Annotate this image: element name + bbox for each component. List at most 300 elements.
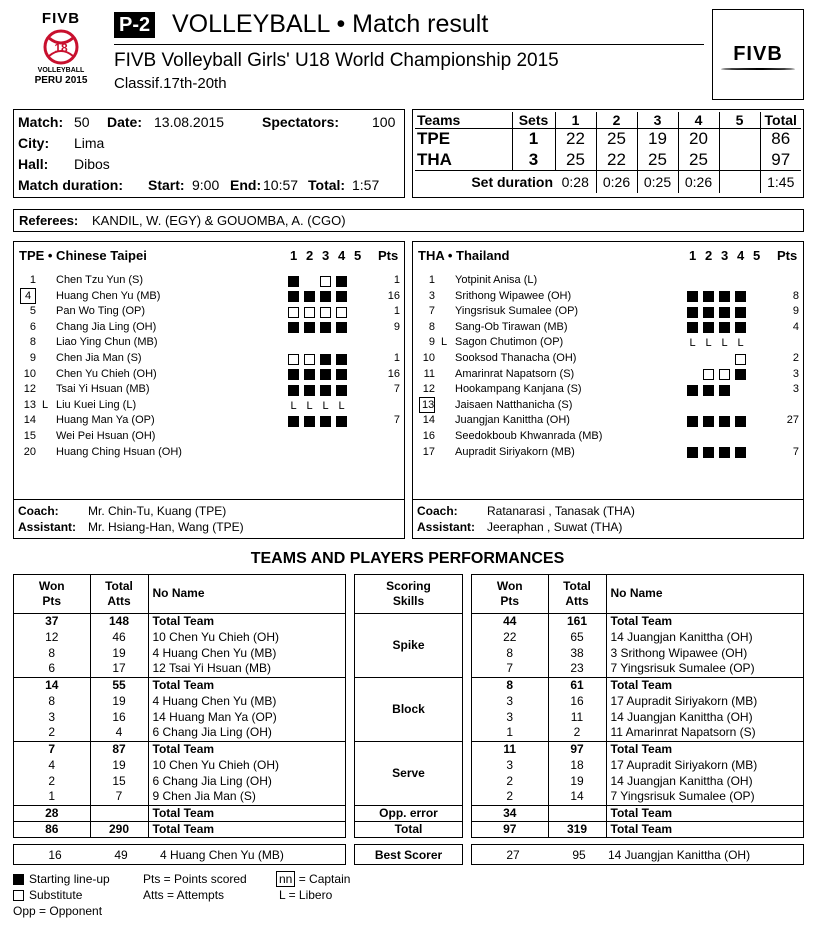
coach-label: Coach: [18,504,59,518]
libero-set-mark: L [737,337,744,350]
perf-player-row [472,661,803,677]
skill-row [355,613,462,677]
starting-square-icon [687,322,698,333]
skill-name: Spike [355,613,462,677]
referees-box [13,209,804,232]
empty-set-slot [735,400,746,411]
player-number: 14 [23,414,36,427]
player-sets [288,291,368,303]
starting-square-icon [288,291,299,302]
player-sets [687,384,767,396]
player-number: 16 [422,430,435,442]
player-sets [288,447,368,459]
player-number: 13 [422,398,435,411]
empty-set-slot [703,432,714,443]
player-entry: 3 Srithong Wipawee (OH) [610,645,748,660]
perf-team-b [471,574,804,838]
set-duration: 0:28 [555,171,596,193]
set-duration-row [415,171,801,193]
date-label: Date: [107,114,143,130]
starting-square-icon [735,291,746,302]
player-row [413,383,803,399]
player-row [14,290,404,306]
empty-set-slot [751,416,762,427]
perf-opp-row [14,805,345,821]
legend [13,872,513,922]
total-atts: 14 [548,789,606,805]
team-code: THA [415,150,512,171]
set-header: 3 [322,248,330,263]
starting-square-icon [735,447,746,458]
best-scorer-b [471,844,804,865]
starting-square-icon [336,291,347,302]
total-atts: 2 [548,725,606,741]
set-duration-label: Set duration [415,171,555,193]
team-b-set-headers [689,248,769,263]
perf-player-row [472,693,803,709]
best-name: 4 Huang Chen Yu (MB) [160,848,284,862]
won-pts: 3 [14,709,90,725]
set-score: 22 [555,129,596,150]
score-table [415,112,801,193]
starting-square-icon [687,447,698,458]
player-name: Amarinrat Napatsorn (S) [455,367,575,380]
player-name: Pan Wo Ting (OP) [56,305,146,318]
player-name: Liao Ying Chun (MB) [56,336,158,349]
perf-team-a-table [14,575,345,837]
empty-set-slot [703,276,714,287]
set-header: 5 [753,248,761,263]
empty-set-slot [352,400,363,411]
player-entry: Total Team [152,677,215,692]
empty-set-slot [719,432,730,443]
total-atts: 18 [548,757,606,773]
player-name: Chen Jia Man (S) [56,352,142,364]
coach-name: Ratanarasi , Tanasak (THA) [487,504,635,518]
starting-square-icon [336,385,347,396]
team-code: TPE [415,129,512,150]
logo-fivb-text: FIVB [41,10,81,27]
player-number: 3 [428,289,435,302]
player-sets [288,337,368,349]
player-name: Sagon Chutimon (OP) [455,336,564,349]
set-duration: 0:26 [678,171,719,193]
starting-square-icon [735,416,746,427]
libero-set-mark: L [721,337,728,350]
total-atts: 161 [548,613,606,629]
perf-team-a [13,574,346,838]
player-sets [288,431,368,443]
perf-total-row [472,821,803,837]
total-points: 97 [771,149,791,169]
won-pts: 2 [14,773,90,789]
player-name: Sang-Ob Tirawan (MB) [455,320,568,333]
player-name: Chen Yu Chieh (OH) [56,367,157,380]
libero-flag: L [441,336,448,349]
player-entry: 9 Chen Jia Man (S) [148,789,345,805]
total-atts: 148 [90,613,148,629]
perf-skills [354,574,463,838]
perf-player-row [472,789,803,805]
legend-starting [13,872,110,886]
won-pts: 12 [14,629,90,645]
set-duration [719,171,760,193]
won-pts: 11 [472,741,548,757]
player-number: 9 [428,336,435,349]
team-a-staff-rule [14,499,404,500]
substitute-square-icon [288,307,299,318]
empty-set-slot [352,447,363,458]
score-head: 5 [719,112,760,129]
team-a-set-headers [290,248,370,263]
score-head: Total [760,112,801,129]
filled-square-icon [13,874,24,885]
score-row-tpe [415,129,801,150]
empty-set-slot [751,385,762,396]
set-score [719,150,760,171]
empty-set-slot [703,354,714,365]
team-a-title: TPE • Chinese Taipei [19,248,147,263]
player-name: Hookampang Kanjana (S) [455,383,582,396]
player-sets [288,353,368,365]
player-entry: 4 Huang Chen Yu (MB) [152,645,277,660]
empty-set-slot [703,400,714,411]
starting-square-icon [719,322,730,333]
set-header: 2 [306,248,314,263]
player-name: Seedokboub Khwanrada (MB) [455,430,603,442]
end-time: 10:57 [263,177,299,193]
player-sets [687,353,767,365]
perf-player-row [472,709,803,725]
total-atts: 61 [548,677,606,693]
total-atts: 46 [90,629,148,645]
fivb-logo-swoosh [721,68,795,70]
player-points: 1 [393,305,400,318]
player-row [14,305,404,321]
set-score: 25 [678,150,719,171]
total-atts [90,805,148,821]
won-pts: 2 [472,789,548,805]
player-name: Liu Kuei Ling (L) [56,398,137,411]
legend-pts: Pts = Points scored [143,872,247,886]
empty-set-slot [352,307,363,318]
starting-square-icon [336,354,347,365]
libero-flag: L [42,398,49,411]
starting-square-icon [304,369,315,380]
won-pts: 2 [472,773,548,789]
empty-set-slot [352,385,363,396]
player-row [14,383,404,399]
empty-set-slot [320,432,331,443]
sets-won: 3 [512,150,555,171]
starting-square-icon [288,276,299,287]
won-pts: 3 [472,757,548,773]
won-pts: 1 [14,789,90,805]
team-a-pts-header: Pts [378,248,399,263]
player-row [413,430,803,446]
player-row [413,352,803,368]
player-row [413,368,803,384]
perf-player-row [14,693,345,709]
set-header: 4 [338,248,346,263]
set-header: 4 [737,248,745,263]
total-atts: 15 [90,773,148,789]
total-points: 86 [771,129,791,149]
starting-square-icon [703,416,714,427]
team-b-player-list [413,274,803,504]
skill-row [355,677,462,741]
score-head: Teams [415,112,512,129]
perf-total-row [14,677,345,693]
starting-square-icon [687,416,698,427]
player-sets [687,337,767,349]
player-entry: 11 Amarinrat Napatsorn (S) [606,725,803,741]
empty-set-slot [735,276,746,287]
total-label: Total: [308,177,346,193]
total-atts: 16 [548,693,606,709]
team-b-staff-rule [413,499,803,500]
perf-player-row [472,629,803,645]
spectators-label: Spectators: [262,114,340,130]
fivb-peru-logo [22,10,100,98]
perf-player-row [472,757,803,773]
empty-set-slot [751,276,762,287]
player-name: Tsai Yi Hsuan (MB) [56,383,150,396]
starting-square-icon [336,369,347,380]
player-row [14,274,404,290]
perf-player-row [472,773,803,789]
empty-set-slot [719,276,730,287]
starting-square-icon [320,369,331,380]
player-number: 8 [29,336,36,349]
logo-volleyball-text: VOLLEYBALL [37,67,85,74]
won-pts: 2 [14,725,90,741]
total-atts: 7 [90,789,148,805]
total-atts: 65 [548,629,606,645]
skill-row [355,805,462,821]
player-name: Yotpinit Anisa (L) [455,274,538,286]
empty-set-slot [719,354,730,365]
player-points: 1 [393,352,400,364]
player-number: 14 [422,414,435,427]
player-row [14,352,404,368]
skill-row [355,741,462,805]
player-row [413,290,803,306]
legend-captain [276,872,350,886]
starting-square-icon [687,385,698,396]
player-name: Aupradit Siriyakorn (MB) [455,445,575,458]
empty-set-slot [336,432,347,443]
starting-square-icon [719,307,730,318]
set-header: 3 [721,248,729,263]
player-number: 6 [29,320,36,333]
player-sets [288,322,368,334]
empty-set-slot [751,432,762,443]
empty-set-slot [352,432,363,443]
player-entry: 10 Chen Yu Chieh (OH) [152,629,280,644]
empty-set-slot [751,400,762,411]
player-points: 16 [387,367,400,380]
player-sets [687,322,767,334]
won-pts: 6 [14,661,90,677]
player-points: 4 [792,320,799,333]
empty-set-slot [352,416,363,427]
legend-opp: Opp = Opponent [13,904,103,918]
won-pts: 8 [472,677,548,693]
score-head: 1 [555,112,596,129]
competition-name: FIVB Volleyball Girls' U18 World Championship 2015 [114,50,559,71]
player-entry: 14 Juangjan Kanittha (OH) [610,709,753,724]
empty-set-slot [735,432,746,443]
perf-player-row [14,661,345,677]
starting-square-icon [735,322,746,333]
starting-square-icon [687,291,698,302]
player-sets [288,400,368,412]
fivb-logo-box [712,9,804,100]
player-entry: 4 Huang Chen Yu (MB) [152,693,277,708]
player-points: 3 [792,367,799,380]
empty-set-slot [304,338,315,349]
player-name: Huang Man Ya (OP) [56,414,155,427]
won-pts: 8 [472,645,548,661]
empty-set-slot [352,322,363,333]
empty-set-slot [304,276,315,287]
empty-set-slot [352,354,363,365]
empty-set-slot [751,338,762,349]
player-points: 2 [792,352,799,364]
player-entry: 7 Yingsrisuk Sumalee (OP) [606,661,803,677]
empty-set-slot [320,338,331,349]
won-pts: 14 [14,677,90,693]
empty-set-slot [751,322,762,333]
player-sets [687,400,767,412]
player-row [14,321,404,337]
name-header: No Name [148,575,345,613]
report-code: P-2 [114,12,155,38]
set-score: 25 [637,150,678,171]
starting-square-icon [336,322,347,333]
player-entry: Total Team [610,741,673,756]
player-sets [687,447,767,459]
player-entry: Total Team [148,805,345,821]
player-points: 3 [792,383,799,396]
perf-total-row [14,613,345,629]
starting-square-icon [703,447,714,458]
player-sets [687,415,767,427]
player-row [14,399,404,415]
starting-square-icon [304,385,315,396]
set-header: 1 [290,248,298,263]
set-score: 25 [555,150,596,171]
empty-set-slot [304,432,315,443]
total-atts: 17 [90,661,148,677]
empty-set-slot [687,432,698,443]
perf-total-row [472,613,803,629]
player-name: Chen Tzu Yun (S) [56,274,144,286]
empty-set-slot [304,447,315,458]
libero-set-mark: L [306,399,313,412]
player-entry: Total Team [610,821,673,836]
starting-square-icon [703,322,714,333]
empty-set-slot [687,354,698,365]
legend-libero: L = Libero [279,888,333,902]
won-pts: 3 [472,693,548,709]
perf-total-row [472,677,803,693]
svg-text:18: 18 [54,41,68,55]
won-pts: 44 [472,613,548,629]
won-pts: 7 [14,741,90,757]
total-atts: 19 [90,645,148,661]
perf-player-row [14,757,345,773]
won-pts: 3 [472,709,548,725]
substitute-square-icon [288,354,299,365]
player-entry: Total Team [610,613,673,628]
starting-square-icon [304,291,315,302]
player-name: Yingsrisuk Sumalee (OP) [455,305,579,318]
set-score: 20 [678,129,719,150]
substitute-square-icon [320,276,331,287]
player-sets [687,291,767,303]
won-pts: 37 [14,613,90,629]
legend-text: Substitute [29,888,83,902]
best-won: 16 [48,848,62,862]
volleyball-18-icon [39,28,83,66]
hall: Dibos [74,156,110,172]
player-number: 20 [23,445,36,458]
player-entry: 17 Aupradit Siriyakorn (MB) [610,693,758,708]
won-pts-header: Won Pts [472,575,548,613]
start-label: Start: [148,177,185,193]
team-a-roster [13,241,405,539]
total-atts: 97 [548,741,606,757]
best-atts: 95 [572,848,586,862]
player-name: Juangjan Kanittha (OH) [455,414,570,427]
starting-square-icon [719,447,730,458]
perf-player-row [14,629,345,645]
player-row [14,446,404,462]
set-duration: 0:26 [596,171,637,193]
total-atts: 319 [548,821,606,837]
starting-square-icon [288,322,299,333]
score-head: 4 [678,112,719,129]
empty-set-slot [735,385,746,396]
legend-text: = Captain [298,872,351,886]
substitute-square-icon [336,307,347,318]
player-number: 8 [428,320,435,333]
total-atts: 290 [90,821,148,837]
fivb-logo: FIVB [733,43,783,65]
player-points: 8 [792,289,799,302]
empty-set-slot [288,447,299,458]
empty-set-slot [352,291,363,302]
player-sets [687,275,767,287]
player-number: 10 [422,352,435,364]
set-score: 25 [596,129,637,150]
won-pts: 8 [14,645,90,661]
player-sets [288,415,368,427]
starting-square-icon [336,276,347,287]
substitute-square-icon [320,307,331,318]
player-sets [288,369,368,381]
player-row [14,368,404,384]
player-row [413,414,803,430]
won-pts: 28 [14,805,90,821]
player-number: 1 [29,274,36,286]
total-atts: 19 [90,693,148,709]
empty-set-slot [719,400,730,411]
total-atts: 23 [548,661,606,677]
total-atts [548,805,606,821]
